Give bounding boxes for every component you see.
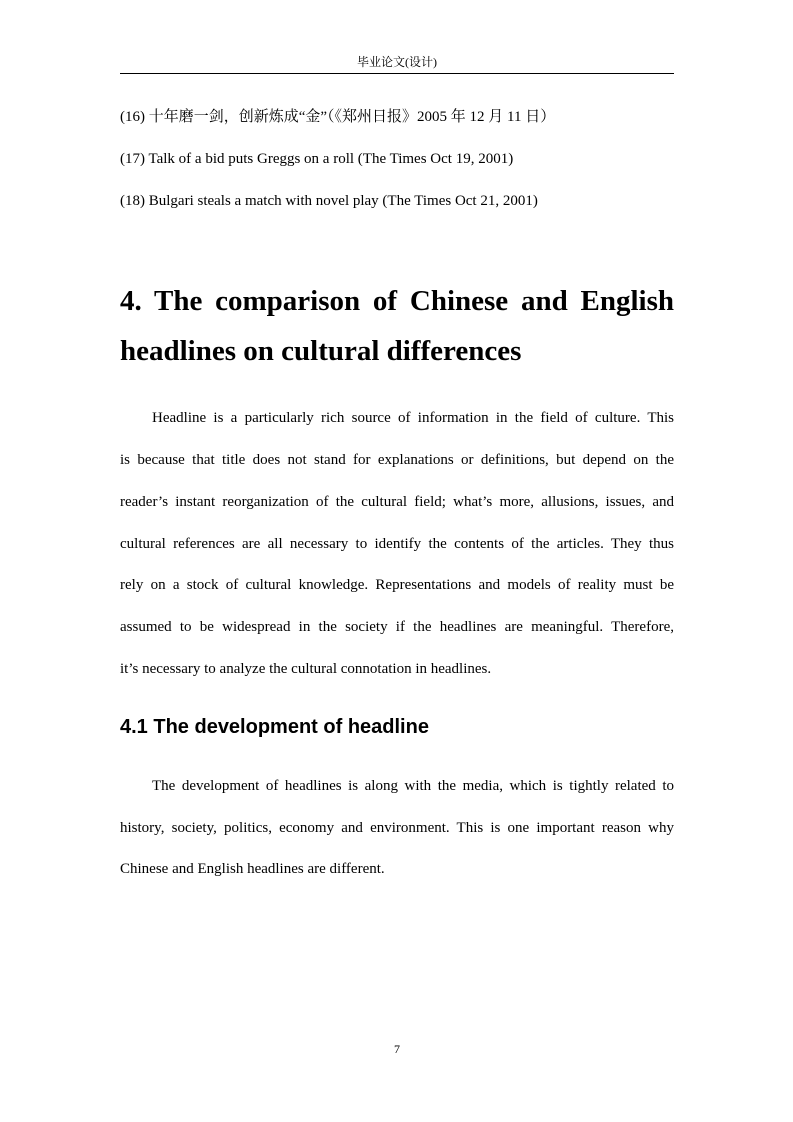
section-4-paragraph-line-6: assumed to be widespread in the society if the headlines are meaningful. Therefore, (120, 619, 674, 635)
section-4-paragraph-line-1: Headline is a particularly rich source of information in the field of culture. This (152, 410, 674, 426)
section-4-1-paragraph-line-1: The development of headlines is along with the media, which is tightly related to (152, 778, 674, 794)
section-4-paragraph-line-3: reader’s instant reorganization of the cultural field; what’s more, allusions, issues, and (120, 494, 674, 510)
reference-17: (17) Talk of a bid puts Greggs on a roll (The Times Oct 19, 2001) (120, 151, 514, 167)
page-header: 毕业论文(设计) (357, 55, 437, 69)
reference-16: (16) 十年磨一剑，创新炼成“金”（《郑州日报》2005 年 12 月 11 日） (120, 109, 556, 125)
section-4-1-heading: 4.1 The development of headline (120, 716, 429, 738)
reference-18: (18) Bulgari steals a match with novel play (The Times Oct 21, 2001) (120, 193, 538, 209)
section-4-1-paragraph-line-3: Chinese and English headlines are different. (120, 861, 385, 877)
section-4-heading-line-1: 4. The comparison of Chinese and English (120, 285, 674, 317)
section-4-paragraph-line-5: rely on a stock of cultural knowledge. Representations and models of reality must be (120, 577, 674, 593)
page-number: 7 (394, 1042, 400, 1056)
section-4-1-paragraph-line-2: history, society, politics, economy and environment. This is one important reason why (120, 820, 674, 836)
section-4-heading-line-2: headlines on cultural differences (120, 335, 522, 367)
section-4-paragraph-line-4: cultural references are all necessary to identify the contents of the articles. They thus (120, 536, 674, 552)
header-rule (120, 73, 674, 74)
section-4-paragraph-line-7: it’s necessary to analyze the cultural connotation in headlines. (120, 661, 492, 677)
section-4-paragraph-line-2: is because that title does not stand for explanations or definitions, but depend on the (120, 452, 674, 468)
